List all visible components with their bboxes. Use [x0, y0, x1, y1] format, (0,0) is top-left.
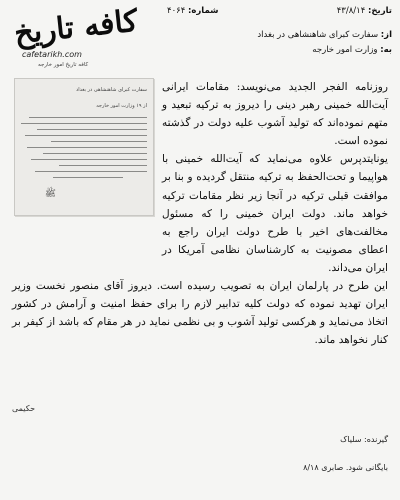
number-value: ۴۰۶۴: [167, 6, 186, 16]
logo-url: cafetarikh.com: [22, 50, 82, 59]
date-label: تاریخ:: [368, 6, 392, 16]
letter-body: [12, 78, 388, 349]
embedded-line-a: سفارت کبرای شاهنشاهی در بغداد: [75, 87, 147, 93]
signature: حکیمی: [12, 404, 36, 413]
recipient-note: گیرنده: سلیاک: [340, 435, 388, 444]
from-label: از:: [380, 30, 392, 40]
paragraph-3: این طرح در پارلمان ایران به تصویب رسیده است. دیروز آقای منصور نخست وزیر ایران تهدید نموده که دولت کلیه تدابیر لازم را برای حفظ امنیت و آرامش در کشور اتخاذ می‌نماید و هرکسی تولید آشوب و بی نظمی نماید در هر مقام که باشد از کیفر بر کنار نخواهد ماند.: [12, 280, 388, 347]
embedded-line-b: از ۱۹ وزارت امور خارجه: [96, 103, 147, 109]
date-field: [337, 6, 392, 17]
header-date-number: [167, 6, 392, 17]
number-field: [167, 6, 219, 17]
logo: [8, 3, 140, 74]
logo-subtitle: کافه تاریخ امور خارجه: [38, 62, 89, 68]
number-label: شماره:: [187, 6, 219, 16]
to-label: به:: [380, 45, 392, 55]
archive-note: بایگانی شود. صابری ۸/۱۸: [303, 463, 388, 472]
date-value: ۴۳/۸/۱۴: [336, 6, 366, 16]
to-field: [312, 45, 392, 56]
embedded-signature-mark: ﷺ: [45, 189, 56, 199]
paragraph-2: یونایتدپرس علاوه می‌نماید که آیت‌الله خمینی با هواپیما و تحت‌الحفظ به ترکیه منتقل گردیده و بنا بر موافقت قبلی ترکیه در آنجا زیر نظر مقامات ترکیه خواهد ماند. دولت ایران خمینی را که مسئول مخالفت‌های اخیر با طرح دولت ایران راجع به اعطای مصونیت به کارشناسان نظامی آمریکا در ایران می‌داند.: [162, 153, 388, 274]
to-value: وزارت امور خارجه: [312, 45, 378, 55]
from-field: [257, 30, 392, 41]
logo-title: کافه تاریخ: [12, 3, 140, 52]
paragraph-1: روزنامه الفجر الجدید می‌نویسد: مقامات ایرانی آیت‌الله خمینی رهبر دینی را دیروز به ترکیه تبعید و متهم نموده‌اند که تولید آشوب علیه دولت در گذشته نموده است.: [162, 81, 388, 148]
from-value: سفارت کبرای شاهنشاهی در بغداد: [257, 30, 379, 40]
